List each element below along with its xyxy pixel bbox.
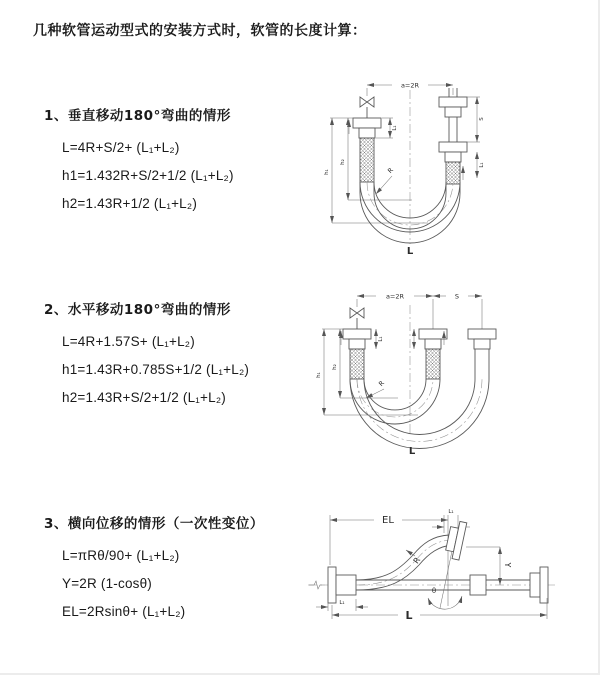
dim-stroke [467, 97, 485, 142]
dim-label-fitting: L₁ [448, 509, 454, 515]
dim-heights [316, 329, 418, 415]
dim-label-h2: h₂ [340, 159, 346, 165]
centerline-break-icon [309, 581, 325, 589]
diagram-lateral-offset [300, 503, 600, 645]
dim-span [357, 293, 433, 301]
dim-fitting [376, 329, 414, 349]
dim-label-h2: h₂ [332, 364, 338, 370]
dim-label-stroke: S [454, 292, 460, 301]
dim-label-radius: R [411, 555, 423, 566]
valve-icon [360, 97, 374, 118]
dim-label-offset: Y [503, 562, 512, 568]
hose-braid [360, 138, 374, 182]
hose-u-bend-moved [350, 379, 489, 449]
section-lateral-offset [44, 512, 264, 626]
dim-radius [376, 166, 395, 194]
hose-fitting-left [353, 118, 381, 182]
dim-label-span: a=2R [385, 292, 405, 301]
formula-line: EL=2Rsinθ+ (L₁+L₂) [62, 604, 186, 619]
dim-label-length: L [405, 609, 413, 622]
dim-label-radius: R [386, 166, 396, 176]
dim-label-h1: h₁ [316, 372, 322, 378]
flange-left [328, 567, 356, 603]
formula-line: h2=1.43R+S/2+1/2 (L₁+L₂) [62, 390, 226, 405]
hose-fitting-middle [419, 329, 447, 379]
dim-label-stroke: S [479, 117, 485, 121]
section-heading: 1、垂直移动180°弯曲的情形 [44, 108, 231, 124]
dim-label-length: L [406, 246, 414, 257]
formula-line: Y=2R (1-cosθ) [62, 576, 153, 591]
formula-line: L=πRθ/90+ (L₁+L₂) [62, 548, 180, 563]
dim-label-el: EL [382, 515, 394, 526]
dim-label-fitting: L₁ [339, 600, 345, 606]
dim-label-span: a=2R [400, 81, 420, 90]
dim-fitting-left [316, 599, 368, 611]
flange-right [540, 567, 548, 603]
dim-label-length: L [408, 446, 416, 455]
dim-length [332, 598, 547, 622]
section-heading: 3、横向位移的情形（一次性变位） [44, 516, 264, 532]
formula-line: h1=1.43R+0.785S+1/2 (L₁+L₂) [62, 362, 250, 377]
dim-label-fitting: L₁ [479, 162, 485, 168]
diagram-horizontal-180-bend [310, 283, 548, 455]
formula-line: L=4R+S/2+ (L₁+L₂) [62, 140, 180, 155]
dim-stroke [433, 293, 482, 301]
dim-label-fitting: L₁ [378, 336, 384, 342]
dim-label-h1: h₁ [324, 169, 330, 175]
hose-braid [426, 349, 440, 379]
hose-s-curve [356, 535, 453, 590]
section-horizontal-movement [44, 298, 249, 412]
hose-braid [350, 349, 364, 379]
dim-radius [406, 550, 422, 565]
dim-fitting-right [477, 152, 485, 178]
formula-line: h2=1.43R+1/2 (L₁+L₂) [62, 196, 198, 211]
formula-line: h1=1.432R+S/2+1/2 (L₁+L₂) [62, 168, 234, 183]
flange-displaced [444, 520, 467, 560]
dim-label-angle: θ [431, 587, 437, 595]
page-title: 几种软管运动型式的安装方式时，软管的长度计算： [33, 23, 367, 39]
valve-icon [350, 308, 364, 329]
hose-u-bend-original [350, 379, 440, 424]
dim-label-radius: R [377, 379, 387, 389]
diagram-vertical-180-bend [312, 72, 534, 258]
dim-radius [366, 379, 386, 398]
hose-fitting-left [343, 329, 371, 379]
section-heading: 2、水平移动180°弯曲的情形 [44, 302, 231, 318]
dim-heights [324, 118, 428, 223]
hose-fitting-right-moved [468, 329, 496, 379]
hose-braid [446, 162, 460, 184]
section-vertical-movement [44, 104, 234, 218]
formula-line: L=4R+1.57S+ (L₁+L₂) [62, 334, 195, 349]
dim-label-fitting: L₁ [392, 125, 398, 131]
